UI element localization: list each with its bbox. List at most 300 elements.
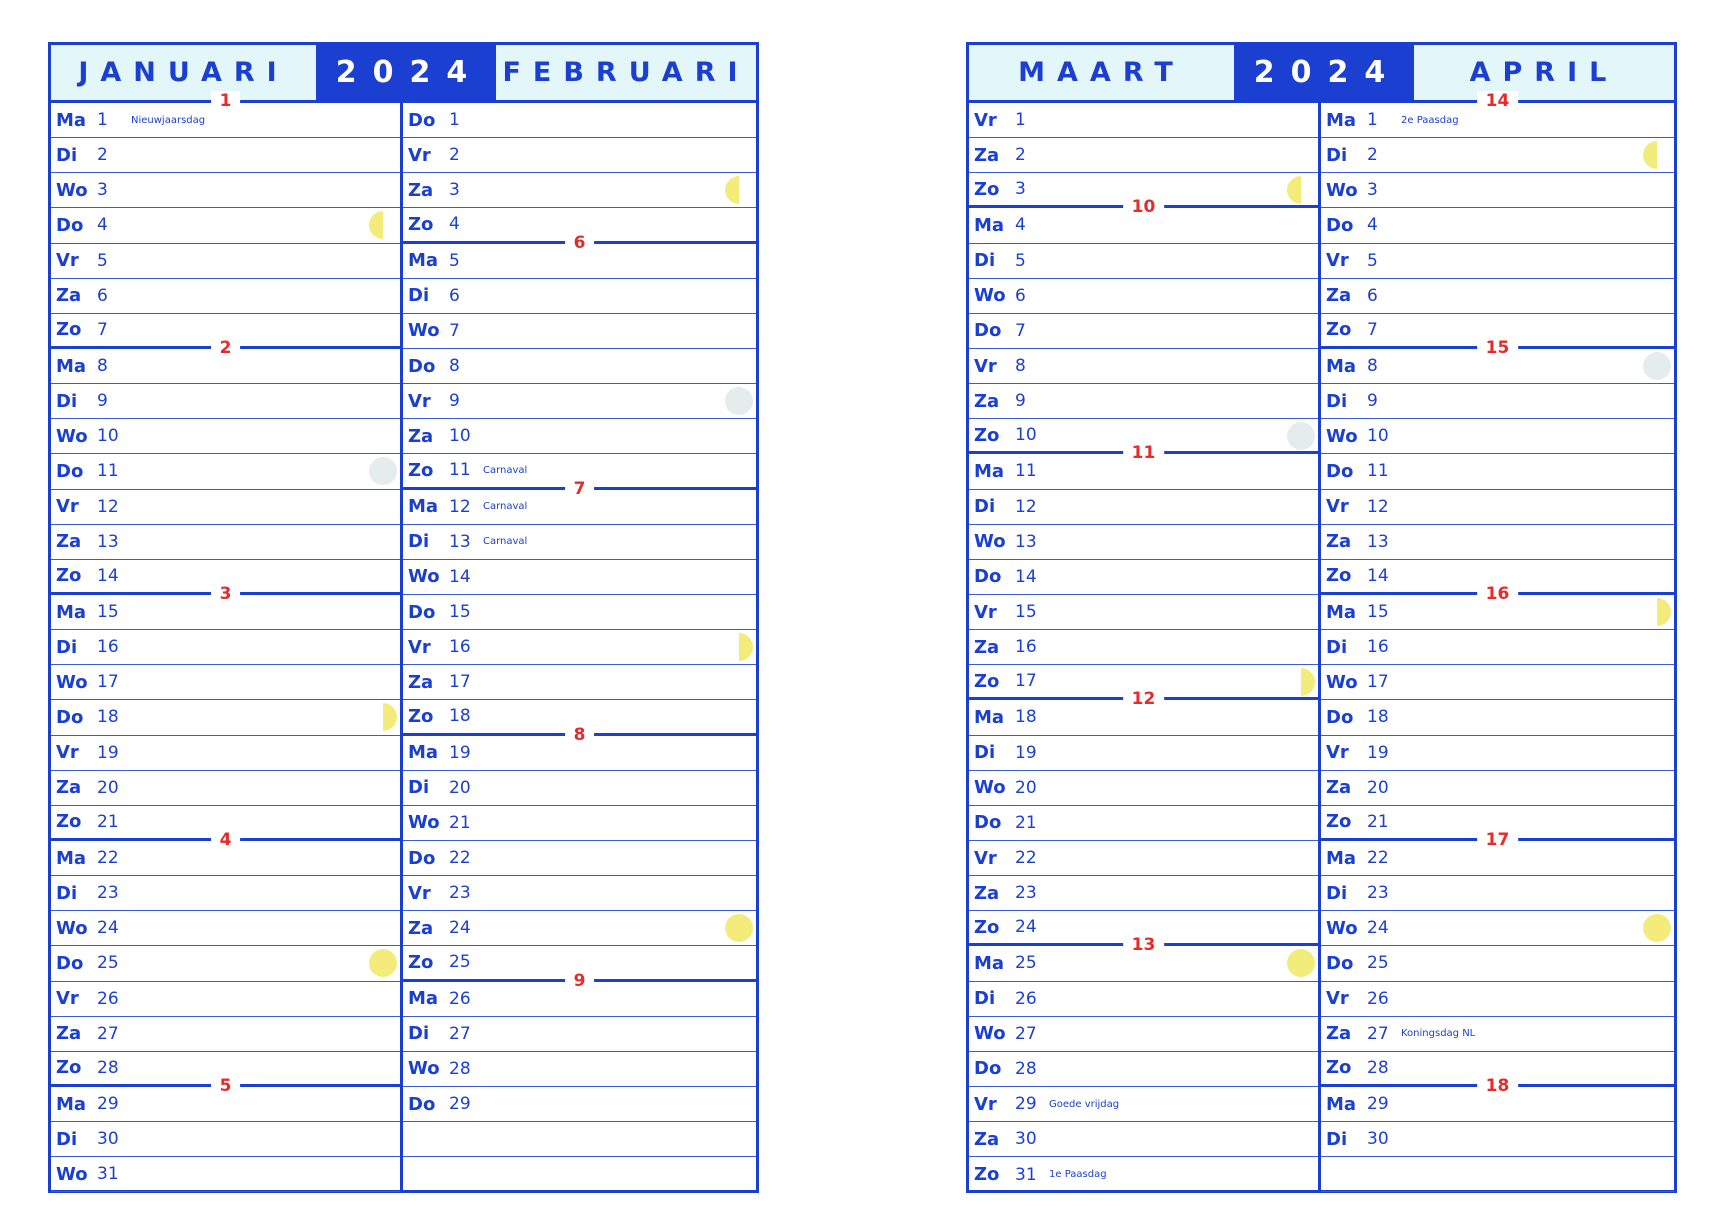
day-row (403, 314, 756, 349)
weekday-label: Za (56, 531, 82, 553)
weekday-label: Do (56, 460, 84, 482)
day-row (1321, 1157, 1674, 1192)
weekday-label: Zo (974, 916, 1000, 938)
new-moon-icon (1287, 422, 1315, 450)
new-moon-icon (1643, 352, 1671, 380)
day-row (1321, 279, 1674, 314)
day-number: 29 (97, 1094, 119, 1114)
day-number: 29 (449, 1094, 471, 1114)
day-row (1321, 982, 1674, 1017)
day-number: 3 (449, 180, 460, 201)
day-row (51, 630, 400, 665)
weekday-label: Do (974, 812, 1002, 834)
weekday-label: Za (1326, 531, 1352, 553)
year-title: 2024 (1234, 45, 1411, 100)
day-number: 22 (97, 848, 119, 869)
day-number: 16 (449, 637, 471, 658)
weekday-label: Di (56, 144, 78, 166)
day-row (969, 911, 1318, 956)
day-number: 13 (449, 531, 471, 552)
day-row (403, 454, 756, 499)
day-row (51, 314, 400, 358)
week-number: 9 (565, 971, 595, 991)
day-row (969, 349, 1318, 384)
first-quarter-moon-icon (369, 703, 397, 731)
day-row (51, 173, 400, 208)
month-title-left: JANUARI (51, 45, 316, 100)
day-number: 14 (97, 565, 119, 586)
day-number: 18 (1367, 707, 1389, 728)
weekday-label: Ma (1326, 1093, 1357, 1115)
day-row (969, 384, 1318, 419)
weekday-label: Di (974, 988, 996, 1010)
weekday-label: Wo (1326, 179, 1358, 201)
week-number: 13 (1123, 935, 1165, 955)
day-number: 28 (1367, 1057, 1389, 1078)
weekday-label: Do (56, 952, 84, 974)
week-number: 12 (1123, 689, 1165, 709)
day-row (51, 1052, 400, 1096)
day-number: 30 (97, 1129, 119, 1150)
weekday-label: Di (1326, 144, 1348, 166)
day-row (403, 595, 756, 630)
month-title-right: APRIL (1411, 45, 1674, 100)
weekday-label: Wo (408, 1058, 440, 1080)
day-number: 4 (1015, 215, 1026, 236)
weekday-label: Zo (408, 459, 434, 481)
day-number: 28 (449, 1058, 471, 1079)
day-number: 19 (449, 742, 471, 763)
weekday-label: Do (56, 706, 84, 728)
day-row (403, 103, 756, 138)
day-row (1321, 525, 1674, 560)
day-number: 25 (449, 952, 471, 973)
day-number: 2 (1367, 145, 1378, 166)
weekday-label: Vr (974, 601, 997, 623)
day-number: 31 (97, 1164, 119, 1185)
holiday-note: Carnaval (483, 536, 528, 548)
day-row (51, 771, 400, 806)
day-number: 14 (1015, 566, 1037, 587)
holiday-note: Koningsdag NL (1401, 1028, 1476, 1040)
day-row (1321, 630, 1674, 665)
day-number: 23 (449, 883, 471, 904)
day-number: 5 (97, 250, 108, 271)
day-number: 24 (97, 918, 119, 939)
day-row (969, 806, 1318, 841)
week-number: 2 (211, 338, 241, 358)
day-number: 20 (97, 777, 119, 798)
day-number: 25 (1367, 953, 1389, 974)
weekday-label: Do (408, 355, 436, 377)
day-number: 17 (97, 672, 119, 693)
holiday-note: 1e Paasdag (1049, 1169, 1107, 1181)
day-number: 3 (1367, 180, 1378, 201)
weekday-label: Wo (974, 531, 1006, 553)
day-row (403, 1052, 756, 1087)
weekday-label: Ma (1326, 847, 1357, 869)
weekday-label: Zo (408, 213, 434, 235)
weekday-label: Zo (974, 424, 1000, 446)
weekday-label: Za (408, 671, 434, 693)
day-number: 15 (1015, 602, 1037, 623)
day-row (51, 700, 400, 735)
week-number: 8 (565, 725, 595, 745)
day-row (403, 208, 756, 253)
day-row (51, 208, 400, 243)
weekday-label: Ma (408, 742, 439, 764)
day-number: 28 (1015, 1058, 1037, 1079)
weekday-label: Za (1326, 1023, 1352, 1045)
new-moon-icon (725, 387, 753, 415)
day-number: 5 (449, 250, 460, 271)
weekday-label: Zo (56, 811, 82, 833)
month-column-januari (51, 91, 403, 1190)
day-row (969, 173, 1318, 218)
day-number: 27 (449, 1023, 471, 1044)
day-columns (51, 91, 756, 1190)
weekday-label: Do (974, 320, 1002, 342)
day-row (51, 384, 400, 419)
weekday-label: Vr (1326, 742, 1349, 764)
weekday-label: Vr (56, 742, 79, 764)
day-row (51, 946, 400, 981)
day-number: 25 (97, 953, 119, 974)
day-number: 30 (1367, 1129, 1389, 1150)
day-row (403, 349, 756, 384)
day-number: 20 (1367, 777, 1389, 798)
day-number: 31 (1015, 1164, 1037, 1185)
day-row (51, 490, 400, 525)
week-number: 6 (565, 233, 595, 253)
last-quarter-moon-icon (1643, 141, 1671, 169)
weekday-label: Zo (1326, 811, 1352, 833)
week-number: 11 (1123, 443, 1165, 463)
day-number: 15 (1367, 602, 1389, 623)
weekday-label: Zo (56, 319, 82, 341)
day-row (969, 630, 1318, 665)
day-number: 1 (97, 110, 108, 131)
weekday-label: Vr (974, 847, 997, 869)
weekday-label: Za (56, 285, 82, 307)
day-row (403, 279, 756, 314)
holiday-note: Carnaval (483, 464, 528, 476)
weekday-label: Vr (974, 109, 997, 131)
day-row (403, 173, 756, 208)
weekday-label: Zo (408, 951, 434, 973)
day-number: 9 (449, 391, 460, 412)
weekday-label: Wo (974, 1023, 1006, 1045)
day-number: 6 (1367, 285, 1378, 306)
day-row (403, 419, 756, 454)
day-row (1321, 1122, 1674, 1157)
weekday-label: Do (56, 214, 84, 236)
day-number: 16 (1367, 637, 1389, 658)
day-row (1321, 490, 1674, 525)
weekday-label: Zo (974, 1164, 1000, 1186)
day-number: 13 (1367, 531, 1389, 552)
day-number: 22 (449, 848, 471, 869)
day-number: 21 (1015, 812, 1037, 833)
weekday-label: Di (974, 742, 996, 764)
weekday-label: Ma (1326, 355, 1357, 377)
weekday-label: Wo (408, 320, 440, 342)
weekday-label: Ma (56, 847, 87, 869)
day-number: 19 (1367, 742, 1389, 763)
day-number: 14 (1367, 565, 1389, 586)
weekday-label: Ma (56, 1093, 87, 1115)
day-row (51, 982, 400, 1017)
weekday-label: Wo (56, 179, 88, 201)
weekday-label: Ma (974, 460, 1005, 482)
weekday-label: Do (408, 601, 436, 623)
day-number: 6 (1015, 285, 1026, 306)
day-number: 21 (449, 812, 471, 833)
day-number: 30 (1015, 1129, 1037, 1150)
day-number: 13 (1015, 531, 1037, 552)
day-row (969, 665, 1318, 710)
weekday-label: Vr (408, 636, 431, 658)
day-number: 10 (1015, 425, 1037, 446)
day-row (969, 1087, 1318, 1122)
weekday-label: Di (408, 531, 430, 553)
page-header (51, 45, 756, 103)
weekday-label: Za (408, 179, 434, 201)
day-columns (969, 91, 1674, 1190)
weekday-label: Di (974, 496, 996, 518)
weekday-label: Do (408, 1093, 436, 1115)
day-number: 11 (1367, 461, 1389, 482)
month-column-maart (969, 103, 1321, 1190)
day-number: 14 (449, 566, 471, 587)
day-number: 4 (449, 214, 460, 235)
day-row (1321, 736, 1674, 771)
week-number: 3 (211, 584, 241, 604)
week-number: 4 (211, 830, 241, 850)
weekday-label: Za (56, 1023, 82, 1045)
day-row (403, 138, 756, 173)
weekday-label: Za (1326, 777, 1352, 799)
weekday-label: Di (1326, 636, 1348, 658)
month-title-left: MAART (969, 45, 1234, 100)
day-number: 6 (97, 285, 108, 306)
calendar-page-mar-apr (966, 42, 1677, 1193)
weekday-label: Za (974, 882, 1000, 904)
day-row (51, 138, 400, 173)
month-column-april (1321, 91, 1674, 1190)
day-row (969, 982, 1318, 1017)
weekday-label: Wo (408, 566, 440, 588)
day-number: 2 (1015, 145, 1026, 166)
day-number: 5 (1367, 250, 1378, 271)
full-moon-icon (369, 949, 397, 977)
day-row (969, 560, 1318, 595)
page-header (969, 45, 1674, 103)
weekday-label: Vr (408, 390, 431, 412)
day-number: 27 (97, 1023, 119, 1044)
day-row (403, 1087, 756, 1122)
day-row (969, 490, 1318, 525)
day-number: 22 (1015, 848, 1037, 869)
day-number: 1 (1015, 110, 1026, 131)
day-row (1321, 806, 1674, 850)
day-row (1321, 876, 1674, 911)
day-number: 9 (97, 391, 108, 412)
week-number: 1 (211, 91, 241, 111)
weekday-label: Wo (408, 812, 440, 834)
day-row (969, 419, 1318, 464)
day-number: 28 (97, 1057, 119, 1078)
day-number: 26 (97, 988, 119, 1009)
day-row (403, 1017, 756, 1052)
day-number: 27 (1367, 1023, 1389, 1044)
day-number: 8 (449, 356, 460, 377)
day-row (403, 1122, 756, 1157)
weekday-label: Di (56, 390, 78, 412)
day-row (1321, 1017, 1674, 1052)
weekday-label: Vr (56, 250, 79, 272)
day-number: 29 (1367, 1094, 1389, 1114)
weekday-label: Do (1326, 952, 1354, 974)
day-number: 21 (1367, 811, 1389, 832)
week-number: 17 (1477, 830, 1519, 850)
day-number: 12 (1367, 496, 1389, 517)
weekday-label: Ma (1326, 109, 1357, 131)
day-number: 12 (97, 496, 119, 517)
last-quarter-moon-icon (369, 211, 397, 239)
day-number: 26 (449, 988, 471, 1009)
weekday-label: Zo (56, 565, 82, 587)
day-row (403, 841, 756, 876)
weekday-label: Do (974, 1058, 1002, 1080)
day-row (51, 419, 400, 454)
day-row (403, 700, 756, 745)
weekday-label: Vr (56, 496, 79, 518)
day-row (969, 876, 1318, 911)
weekday-label: Do (408, 847, 436, 869)
day-row (51, 454, 400, 489)
weekday-label: Vr (408, 882, 431, 904)
holiday-note: Goede vrijdag (1049, 1098, 1120, 1110)
day-number: 24 (449, 918, 471, 939)
day-number: 16 (1015, 637, 1037, 658)
day-number: 12 (449, 496, 471, 517)
week-number: 18 (1477, 1076, 1519, 1096)
day-row (969, 279, 1318, 314)
day-number: 26 (1367, 988, 1389, 1009)
day-row (969, 1052, 1318, 1087)
week-number: 14 (1477, 91, 1519, 111)
weekday-label: Zo (56, 1057, 82, 1079)
day-row (51, 806, 400, 850)
first-quarter-moon-icon (1287, 668, 1315, 696)
weekday-label: Di (56, 882, 78, 904)
week-number: 5 (211, 1076, 241, 1096)
weekday-label: Wo (974, 285, 1006, 307)
day-row (1321, 138, 1674, 173)
day-row (1321, 771, 1674, 806)
day-number: 25 (1015, 953, 1037, 974)
day-row (969, 244, 1318, 279)
weekday-label: Zo (1326, 319, 1352, 341)
day-row (403, 911, 756, 946)
day-number: 26 (1015, 988, 1037, 1009)
day-row (969, 314, 1318, 349)
day-number: 18 (97, 707, 119, 728)
day-number: 3 (1015, 179, 1026, 200)
weekday-label: Ma (56, 109, 87, 131)
day-number: 4 (1367, 215, 1378, 236)
day-number: 15 (97, 602, 119, 623)
weekday-label: Vr (56, 988, 79, 1010)
day-number: 29 (1015, 1094, 1037, 1114)
weekday-label: Do (408, 109, 436, 131)
day-row (969, 138, 1318, 173)
day-number: 20 (1015, 777, 1037, 798)
day-row (969, 1157, 1318, 1192)
month-column-februari (403, 103, 756, 1190)
day-row (51, 911, 400, 946)
day-row (969, 771, 1318, 806)
day-row (51, 1157, 400, 1192)
holiday-note: Nieuwjaarsdag (131, 114, 206, 126)
day-row (51, 1017, 400, 1052)
weekday-label: Wo (56, 917, 88, 939)
day-row (1321, 1052, 1674, 1096)
day-row (51, 279, 400, 314)
weekday-label: Di (56, 1128, 78, 1150)
day-number: 2 (97, 145, 108, 166)
day-row (969, 841, 1318, 876)
day-number: 24 (1367, 918, 1389, 939)
last-quarter-moon-icon (1287, 176, 1315, 204)
day-number: 24 (1015, 917, 1037, 938)
day-row (51, 736, 400, 771)
day-row (969, 1122, 1318, 1157)
day-row (403, 630, 756, 665)
day-number: 18 (449, 706, 471, 727)
day-row (1321, 560, 1674, 604)
day-number: 4 (97, 215, 108, 236)
day-row (1321, 244, 1674, 279)
weekday-label: Ma (56, 355, 87, 377)
day-number: 7 (97, 319, 108, 340)
full-moon-icon (1643, 914, 1671, 942)
weekday-label: Vr (1326, 250, 1349, 272)
weekday-label: Ma (408, 250, 439, 272)
holiday-note: Carnaval (483, 501, 528, 513)
weekday-label: Di (408, 1023, 430, 1045)
weekday-label: Wo (56, 425, 88, 447)
day-number: 8 (97, 356, 108, 377)
weekday-label: Do (1326, 460, 1354, 482)
weekday-label: Di (1326, 1128, 1348, 1150)
full-moon-icon (1287, 949, 1315, 977)
day-number: 23 (97, 883, 119, 904)
day-row (1321, 700, 1674, 735)
day-number: 10 (449, 426, 471, 447)
weekday-label: Ma (1326, 601, 1357, 623)
day-row (403, 384, 756, 419)
weekday-label: Di (56, 636, 78, 658)
weekday-label: Za (974, 144, 1000, 166)
year-title: 2024 (316, 45, 493, 100)
weekday-label: Wo (1326, 425, 1358, 447)
weekday-label: Wo (56, 1163, 88, 1185)
day-number: 23 (1015, 883, 1037, 904)
day-number: 17 (449, 672, 471, 693)
day-row (403, 946, 756, 991)
